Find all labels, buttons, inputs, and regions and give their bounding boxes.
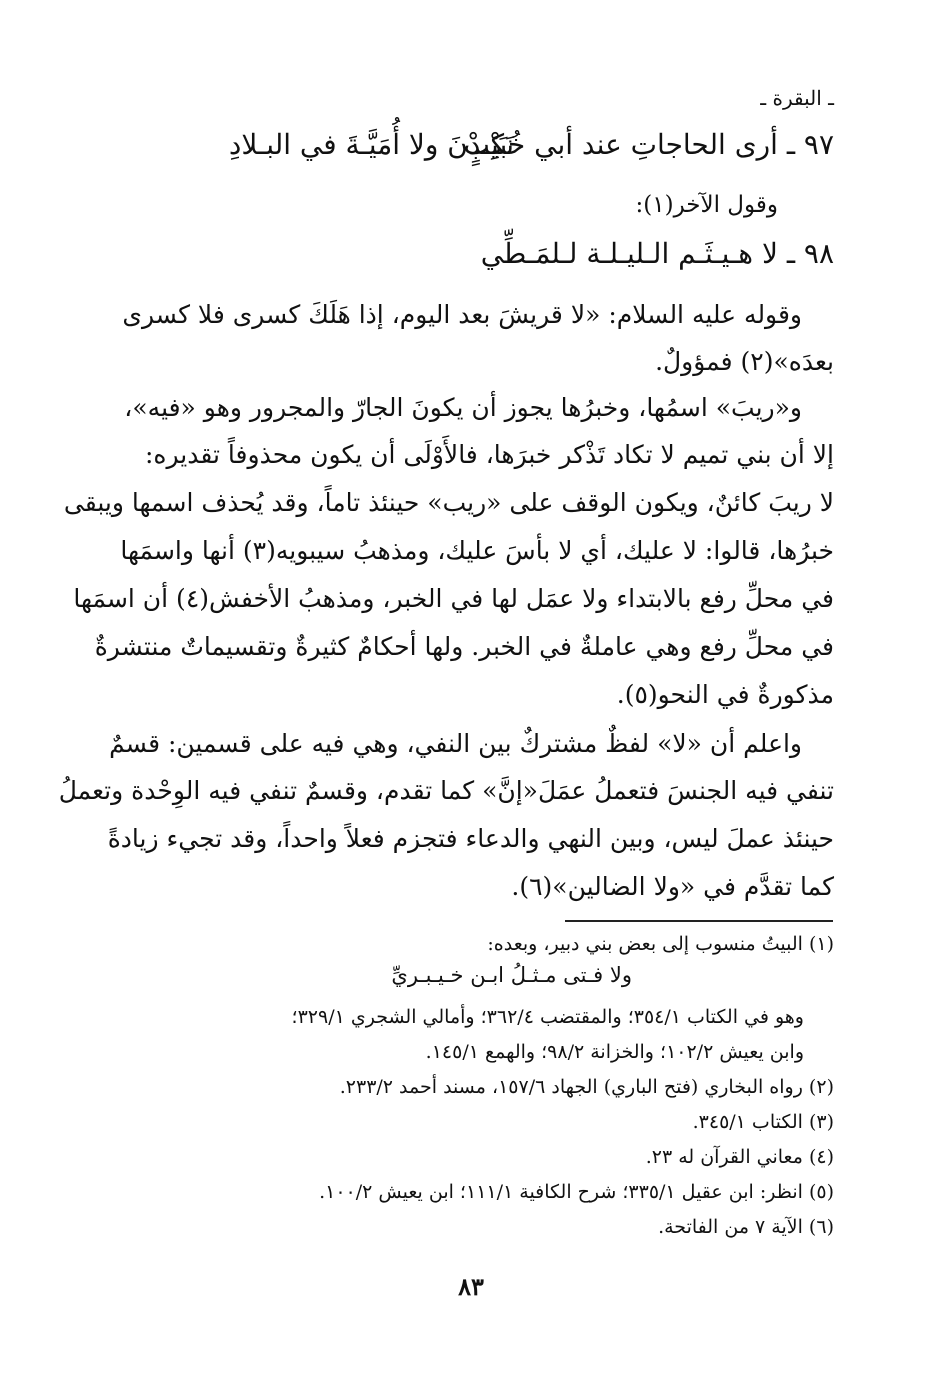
footnote-line: (١) البيتُ منسوب إلى بعض بني دبير، وبعده:	[487, 933, 834, 955]
page-number: ٨٣	[458, 1272, 484, 1301]
paragraph-line: في محلِّ رفع بالابتداء ولا عمَل لها في الخبر، ومذهبُ الأخفش(٤) أن اسمَها	[73, 584, 834, 613]
footnote-separator	[565, 920, 833, 922]
paragraph-line: و«ريبَ» اسمُها، وخبرُها يجوز أن يكونَ الجارّ والمجرور وهو «فيه»،	[124, 393, 802, 422]
verse-97-second-hemistich: نَكِـدْنَ ولا أُمَيَّـةَ في البـلادِ	[228, 128, 514, 161]
footnote-verse: ولا فـتى مـثـلُ ابـن خـيـبـريِّ	[391, 963, 632, 987]
footnote-line: (٣) الكتاب ٣٤٥/١.	[692, 1111, 834, 1133]
footnote-line: (٢) رواه البخاري (فتح الباري) الجهاد ١٥٧/٦، مسند أحمد ٢٣٣/٢.	[339, 1076, 834, 1098]
verse-97-first-hemistich: ٩٧ ـ أرى الحاجاتِ عند أبي خُبَيْبٍ	[463, 128, 834, 161]
paragraph-line: بعدَه»(٢) فمؤولٌ.	[655, 347, 834, 376]
paragraph-line: واعلم أن «لا» لفظٌ مشتركٌ بين النفي، وهي فيه على قسمين: قسمٌ	[109, 729, 802, 758]
paragraph-line: خبرُها، قالوا: لا عليك، أي لا بأسَ عليك، ومذهبُ سيبويه(٣) أنها واسمَها	[120, 536, 834, 565]
paragraph-line: لا ريبَ كائنٌ، ويكون الوقف على «ريب» حينئذ تاماً، وقد يُحذف اسمها ويبقى	[63, 488, 834, 517]
footnote-line: وابن يعيش ١٠٢/٢؛ والخزانة ٩٨/٢؛ والهمع ١٤٥/١.	[425, 1041, 804, 1063]
paragraph-line: حينئذ عملَ ليس، وبين النهي والدعاء فتجزم فعلاً واحداً، وقد تجيء زيادةً	[107, 824, 834, 853]
footnote-line: (٦) الآية ٧ من الفاتحة.	[658, 1216, 834, 1238]
paragraph-line: وقوله عليه السلام: «لا قريشَ بعد اليوم، إذا هَلَكَ كسرى فلا كسرى	[122, 300, 802, 329]
footnote-line: (٤) معاني القرآن له ٢٣.	[645, 1146, 834, 1168]
paragraph-line: تنفي فيه الجنسَ فتعملُ عمَلَ«إنَّ» كما تقدم، وقسمٌ تنفي فيه الوِحْدة وتعملُ	[58, 776, 834, 805]
paragraph-line: إلا أن بني تميم لا تكاد تَذْكر خبرَها، فالأَوْلَى أن يكون محذوفاً تقديره:	[144, 440, 834, 469]
footnote-line: وهو في الكتاب ٣٥٤/١؛ والمقتضب ٣٦٢/٤؛ وأمالي الشجري ٣٢٩/١؛	[291, 1006, 804, 1028]
verse-98: ٩٨ ـ لا هـيـثَـم الـليـلـة لـلمَـطِّي	[480, 237, 834, 270]
paragraph-line: في محلِّ رفع وهي عاملةٌ في الخبر. ولها أحكامٌ كثيرةٌ وتقسيماتٌ منتشرةٌ	[94, 632, 834, 661]
paragraph-line: كما تقدَّم في «ولا الضالين»(٦).	[511, 872, 834, 901]
quote-intro: وقول الآخر(١):	[635, 192, 778, 218]
footnote-line: (٥) انظر: ابن عقيل ٣٣٥/١؛ شرح الكافية ١١١/١؛ ابن يعيش ١٠٠/٢.	[319, 1181, 834, 1203]
running-header: ـ البقرة ـ	[760, 86, 834, 110]
paragraph-line: مذكورةٌ في النحو(٥).	[616, 680, 834, 709]
